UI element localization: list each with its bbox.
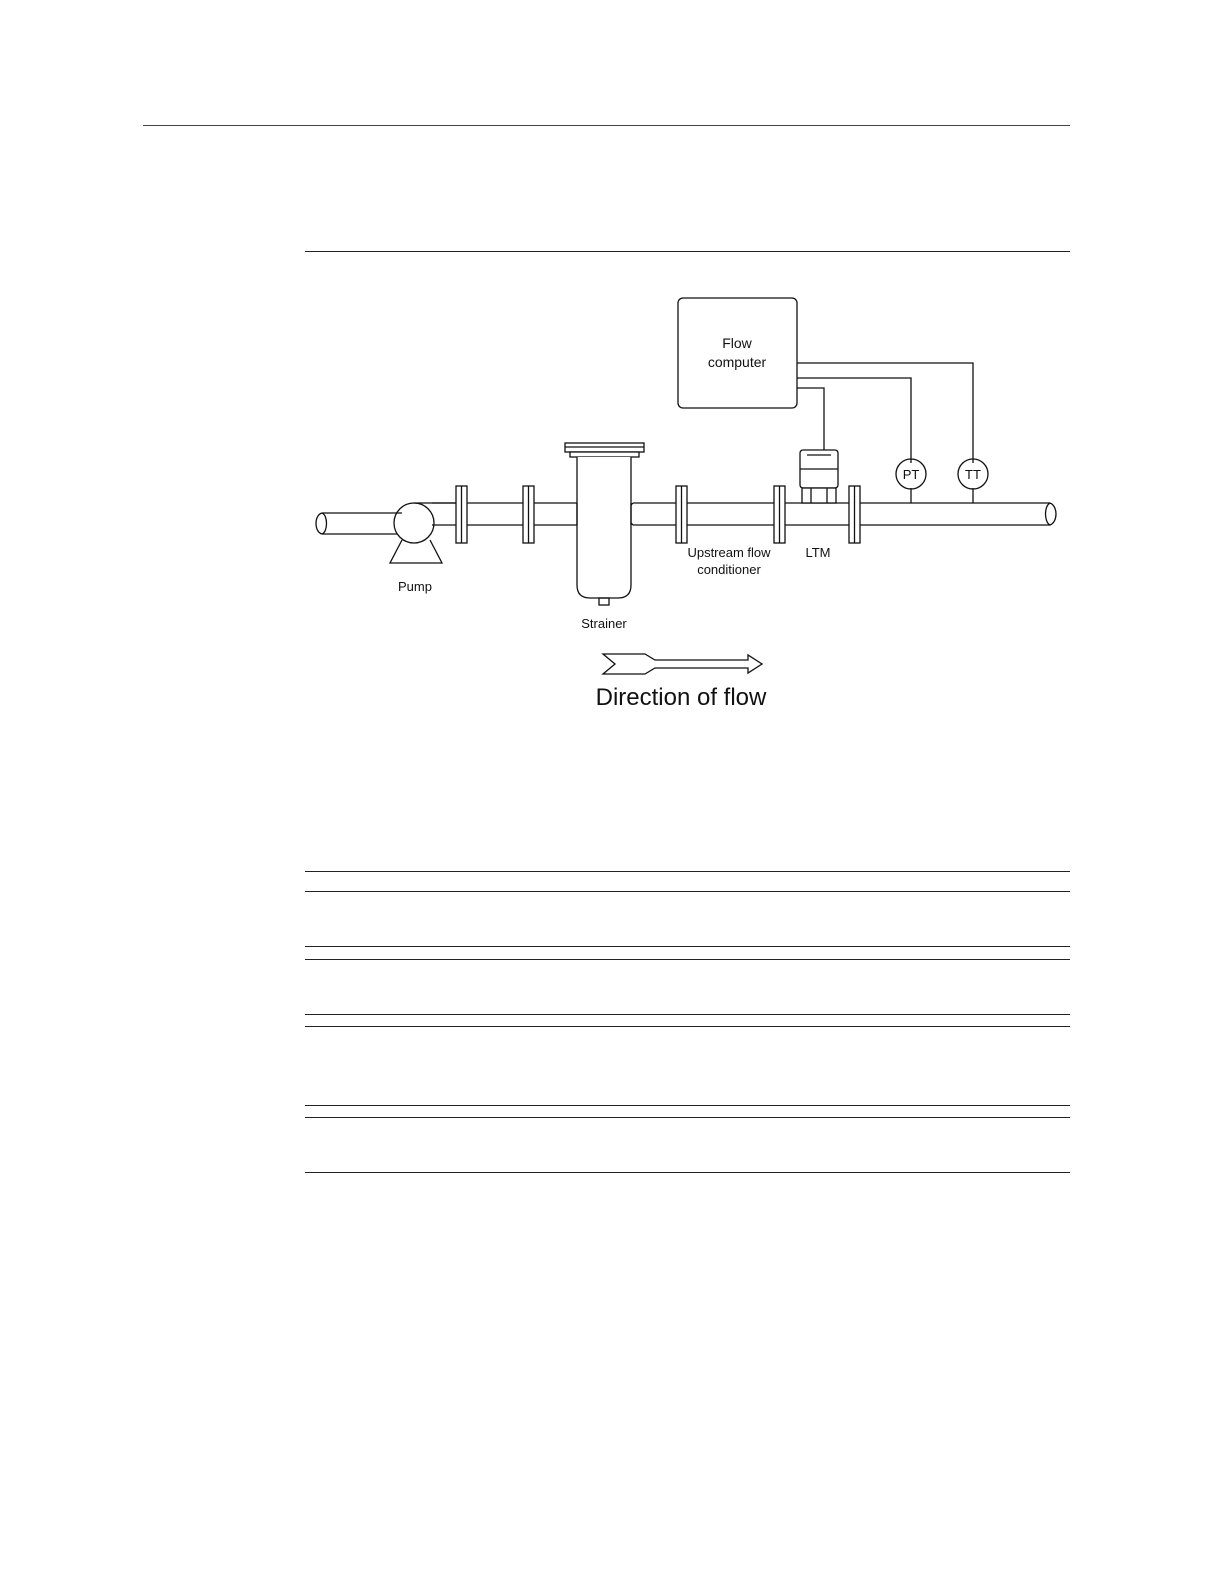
table-rule bbox=[305, 1014, 1070, 1015]
flange-icons bbox=[456, 486, 860, 543]
flow-computer-label-line2: computer bbox=[707, 354, 767, 370]
direction-of-flow-label: Direction of flow bbox=[595, 684, 767, 711]
ltm-signal-wire bbox=[797, 388, 824, 450]
tt-label: TT bbox=[965, 467, 981, 482]
strainer-label: Strainer bbox=[581, 616, 627, 631]
inlet-pipe bbox=[316, 513, 402, 534]
flow-computer-label-line1: Flow bbox=[722, 335, 752, 351]
table-rule bbox=[305, 959, 1070, 960]
table-rule bbox=[305, 1117, 1070, 1118]
table-rule bbox=[305, 891, 1070, 892]
table-rule bbox=[305, 871, 1070, 872]
conditioner-label-line2: conditioner bbox=[697, 562, 761, 577]
pump-icon bbox=[390, 503, 456, 563]
pump-label: Pump bbox=[398, 579, 432, 594]
pt-label: PT bbox=[902, 467, 920, 482]
table-rule bbox=[305, 1026, 1070, 1027]
conditioner-label-line1: Upstream flow bbox=[687, 545, 771, 560]
table-rule bbox=[305, 1172, 1070, 1173]
table-rule bbox=[305, 1105, 1070, 1106]
flow-measurement-diagram bbox=[0, 0, 1224, 760]
table-rule bbox=[305, 946, 1070, 947]
flow-direction-arrow-icon bbox=[603, 654, 762, 674]
flow-computer-box bbox=[678, 298, 797, 408]
ltm-meter-icon bbox=[800, 450, 838, 503]
ltm-label: LTM bbox=[805, 545, 831, 560]
